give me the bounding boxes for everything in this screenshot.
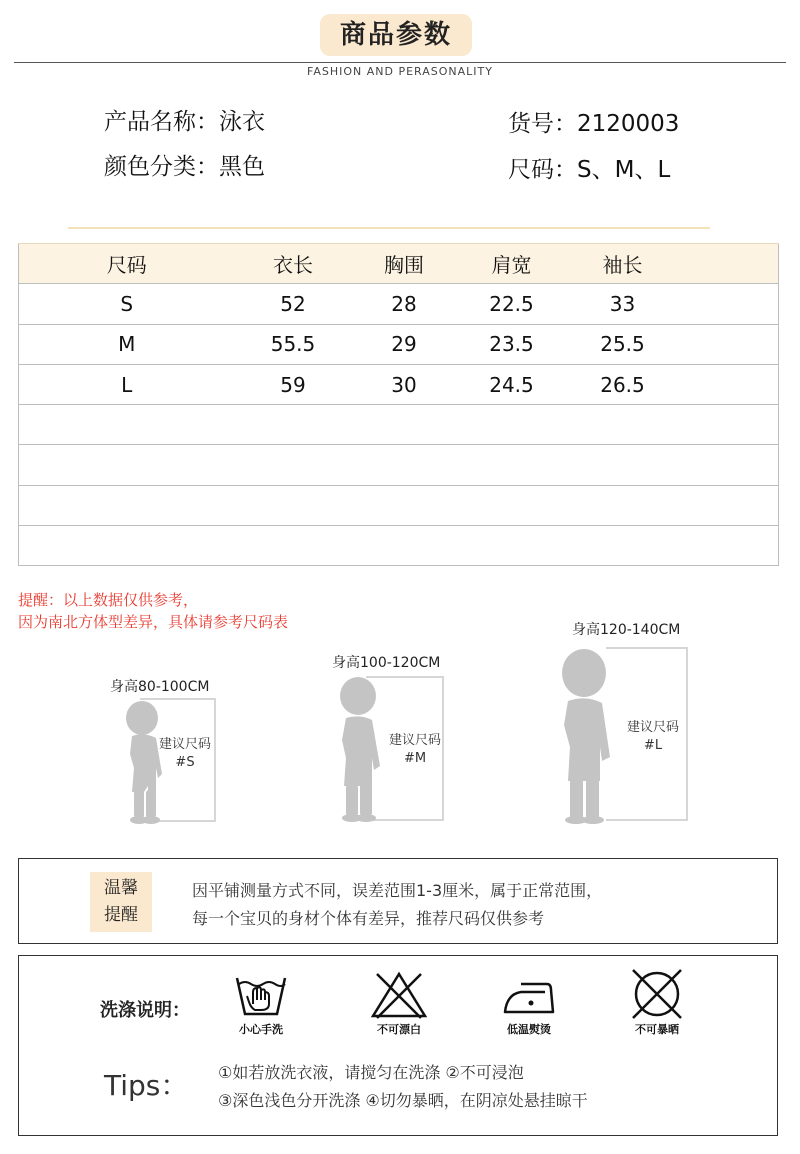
cell-empty: [679, 284, 779, 324]
reminder-tag-line-1: 温馨: [104, 878, 138, 898]
care-item-no-sun: [622, 968, 692, 1037]
care-label: 小心手洗: [239, 1023, 283, 1036]
washing-title: 洗涤说明：: [100, 1000, 190, 1021]
care-item-hand-wash: [226, 970, 296, 1037]
no-sun-icon: [627, 968, 687, 1020]
recommend-label: 建议尺码: [158, 737, 211, 752]
child-silhouette-icon: [552, 645, 620, 825]
header-size: 尺码: [19, 244, 235, 284]
cell-length: 52: [235, 284, 352, 324]
header-chest: 胸围: [352, 244, 457, 284]
care-item-no-bleach: [364, 970, 434, 1037]
reminder-line-1: 因平铺测量方式不同，误差范围1-3厘米，属于正常范围，: [192, 881, 603, 900]
care-label: 不可漂白: [377, 1023, 421, 1036]
recommend-size: #L: [643, 738, 663, 753]
notice-line-2: 因为南北方体型差异，具体请参考尺码表: [18, 613, 289, 631]
cell-shoulder: 23.5: [457, 324, 567, 364]
recommend-size: #M: [403, 751, 427, 766]
size-table: [18, 243, 779, 566]
cell-sleeve: 33: [567, 284, 679, 324]
recommend-label: 建议尺码: [388, 733, 441, 748]
table-row-empty: [19, 405, 779, 445]
cell-size: L: [19, 364, 235, 404]
hand-wash-icon: [231, 970, 291, 1020]
table-row: [19, 324, 779, 364]
page-subtitle: FASHION AND PERASONALITY: [307, 65, 493, 78]
cell-sleeve: 25.5: [567, 324, 679, 364]
page-title: 商品参数: [320, 14, 472, 56]
reminder-tag: [90, 872, 152, 932]
header-shoulder: 肩宽: [457, 244, 567, 284]
tip-line-1: ①如若放洗衣液，请搅匀在洗涤 ②不可浸泡: [218, 1063, 524, 1082]
reminder-tag-line-2: 提醒: [104, 905, 138, 925]
title-divider: [14, 62, 786, 63]
header-empty: [679, 244, 779, 284]
tips-title: Tips：: [104, 1069, 189, 1102]
care-label: 低温熨烫: [507, 1023, 551, 1036]
product-name: 产品名称：泳衣: [104, 109, 265, 135]
section-divider: [68, 227, 710, 229]
cell-size: S: [19, 284, 235, 324]
product-sizes: 尺码：S、M、L: [508, 157, 671, 183]
tip-line-2: ③深色浅色分开洗涤 ④切勿暴晒，在阴凉处悬挂晾干: [218, 1091, 588, 1110]
cell-chest: 28: [352, 284, 457, 324]
cell-chest: 30: [352, 364, 457, 404]
cell-size: M: [19, 324, 235, 364]
table-row: [19, 284, 779, 324]
notice-line-1: 提醒：以上数据仅供参考，: [18, 591, 199, 609]
recommend-label: 建议尺码: [626, 720, 679, 735]
table-row-empty: [19, 445, 779, 485]
table-row: [19, 364, 779, 404]
cell-empty: [679, 324, 779, 364]
product-sku: 货号：2120003: [508, 111, 680, 137]
recommend-size: #S: [175, 755, 195, 770]
care-label: 不可暴晒: [635, 1023, 679, 1036]
cell-length: 55.5: [235, 324, 352, 364]
height-label: 身高80-100CM: [110, 679, 210, 695]
low-iron-icon: [499, 970, 559, 1020]
reminder-line-2: 每一个宝贝的身材个体有差异，推荐尺码仅供参考: [192, 909, 545, 928]
no-bleach-icon: [369, 970, 429, 1020]
child-silhouette-icon: [332, 674, 388, 822]
cell-chest: 29: [352, 324, 457, 364]
height-label: 身高100-120CM: [332, 655, 441, 671]
cell-empty: [679, 364, 779, 404]
cell-shoulder: 24.5: [457, 364, 567, 404]
header-sleeve: 袖长: [567, 244, 679, 284]
height-label: 身高120-140CM: [572, 622, 681, 638]
table-row-empty: [19, 526, 779, 566]
cell-length: 59: [235, 364, 352, 404]
table-row-empty: [19, 485, 779, 525]
size-table-header: [19, 244, 779, 284]
care-item-low-iron: [494, 970, 564, 1037]
product-color: 颜色分类：黑色: [104, 154, 265, 180]
header-length: 衣长: [235, 244, 352, 284]
cell-sleeve: 26.5: [567, 364, 679, 404]
cell-shoulder: 22.5: [457, 284, 567, 324]
